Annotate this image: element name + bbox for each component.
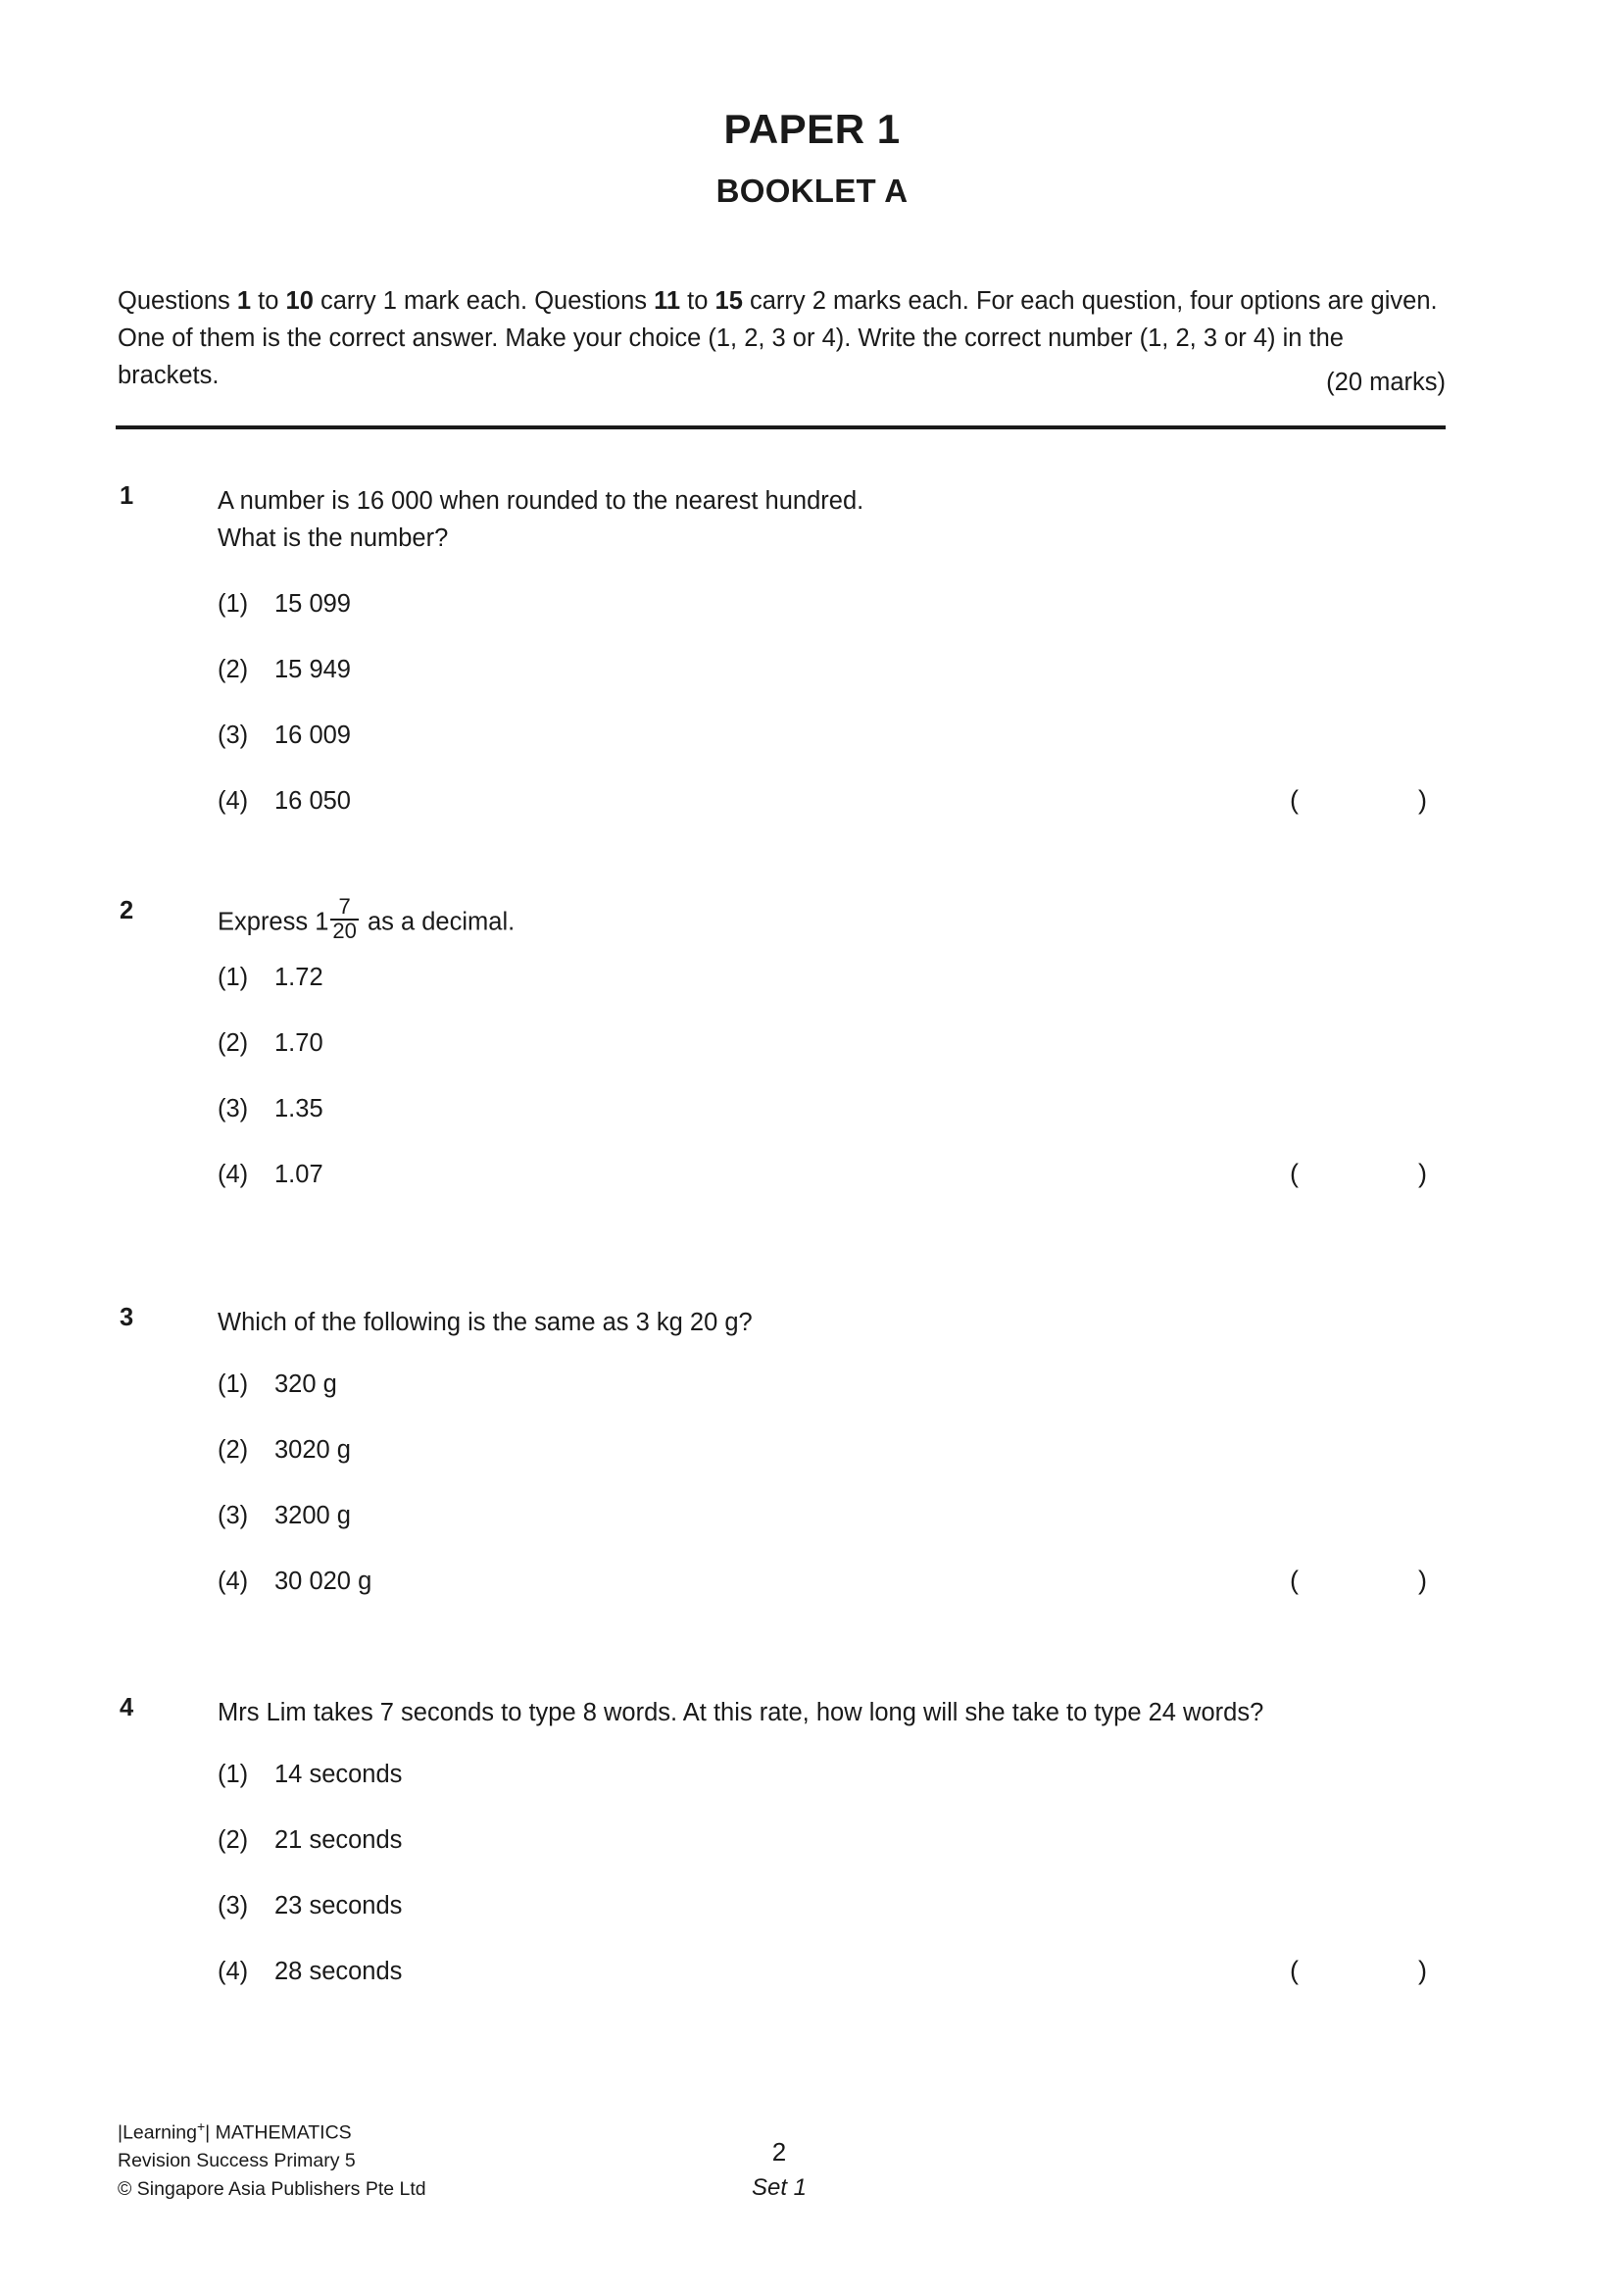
question-1-option-4-label: (4) bbox=[218, 787, 249, 815]
question-3-option-2-value: 3020 g bbox=[274, 1436, 351, 1464]
question-2-text-after: as a decimal. bbox=[360, 908, 516, 936]
instructions-bold-4: 15 bbox=[714, 286, 743, 315]
question-2-option-1-value: 1.72 bbox=[274, 964, 323, 991]
instructions-text-5: carry 2 marks each. For each question, four options are given. One of them is the correct answer. Make your choice (1, 2, 3 or 4). Write the correct number (1, 2, 3 or 4) in the brackets. bbox=[118, 286, 1438, 389]
question-4-option-4-value: 28 seconds bbox=[274, 1958, 403, 1985]
question-4-option-2-value: 21 seconds bbox=[274, 1826, 403, 1854]
question-2-option-3[interactable] bbox=[218, 1095, 323, 1123]
question-3-option-2-label: (2) bbox=[218, 1436, 249, 1464]
header-divider bbox=[116, 425, 1446, 429]
page-number: 2 bbox=[771, 2137, 787, 2167]
question-3-option-4-label: (4) bbox=[218, 1568, 249, 1595]
instructions-text-2: to bbox=[251, 286, 286, 315]
question-3-option-1-label: (1) bbox=[218, 1370, 249, 1398]
question-4-option-1-label: (1) bbox=[218, 1761, 249, 1788]
question-2-option-4-label: (4) bbox=[218, 1161, 249, 1188]
question-1-option-1-label: (1) bbox=[218, 590, 249, 618]
question-3-option-2[interactable] bbox=[218, 1436, 351, 1465]
question-2-option-4-value: 1.07 bbox=[274, 1161, 323, 1188]
question-4-option-2-label: (2) bbox=[218, 1826, 249, 1854]
question-2-option-2-value: 1.70 bbox=[274, 1029, 323, 1057]
paper-title: PAPER 1 bbox=[723, 106, 901, 152]
question-1-number: 1 bbox=[120, 482, 134, 510]
footer-copyright: © Singapore Asia Publishers Pte Ltd bbox=[118, 2177, 426, 2200]
question-3-answer-bracket-open: ( bbox=[1290, 1566, 1299, 1595]
instructions-text-1: Questions bbox=[118, 286, 237, 315]
set-label: Set 1 bbox=[751, 2174, 808, 2201]
question-2-option-1-label: (1) bbox=[218, 964, 249, 991]
question-3-option-1-value: 320 g bbox=[274, 1370, 337, 1398]
question-1-option-1-value: 15 099 bbox=[274, 590, 351, 618]
question-2-answer-bracket-open: ( bbox=[1290, 1159, 1299, 1188]
question-1-option-1[interactable] bbox=[218, 590, 351, 619]
question-4-answer-bracket-open: ( bbox=[1290, 1956, 1299, 1985]
question-1-option-2-value: 15 949 bbox=[274, 656, 351, 683]
question-3-option-3[interactable] bbox=[218, 1502, 351, 1530]
question-2-text-before: Express 1 bbox=[218, 908, 329, 936]
question-2-option-3-label: (3) bbox=[218, 1095, 249, 1122]
question-3-number: 3 bbox=[120, 1304, 134, 1331]
question-3-answer-bracket-close: ) bbox=[1418, 1566, 1427, 1595]
question-4-text bbox=[218, 1694, 1482, 1731]
fraction-numerator: 7 bbox=[338, 894, 351, 919]
question-3-option-4[interactable] bbox=[218, 1568, 371, 1596]
question-2-text bbox=[218, 894, 1443, 944]
question-1-option-3-label: (3) bbox=[218, 722, 249, 749]
question-1-answer-bracket-open: ( bbox=[1290, 785, 1299, 815]
question-4-answer-bracket-close: ) bbox=[1418, 1956, 1427, 1985]
question-2-answer-bracket-close: ) bbox=[1418, 1159, 1427, 1188]
question-2-option-2-label: (2) bbox=[218, 1029, 249, 1057]
question-4-line-1: Mrs Lim takes 7 seconds to type 8 words. At this rate, how long will she take to type 24 words? bbox=[218, 1699, 1264, 1726]
mixed-fraction bbox=[330, 896, 358, 943]
question-3-option-3-value: 3200 g bbox=[274, 1502, 351, 1529]
footer-publisher-block bbox=[118, 2113, 426, 2203]
question-3-line-1: Which of the following is the same as 3 kg 20 g? bbox=[218, 1309, 753, 1336]
question-3-option-1[interactable] bbox=[218, 1370, 337, 1399]
footer-brand-superscript: + bbox=[196, 2118, 206, 2134]
footer-brand-suffix: | MATHEMATICS bbox=[205, 2121, 352, 2144]
question-2-option-3-value: 1.35 bbox=[274, 1095, 323, 1122]
instructions-text-3: carry 1 mark each. Questions bbox=[313, 286, 655, 315]
question-4-option-1-value: 14 seconds bbox=[274, 1761, 403, 1788]
footer-series: Revision Success Primary 5 bbox=[118, 2150, 356, 2171]
question-4-option-1[interactable] bbox=[218, 1761, 402, 1789]
question-2-option-4[interactable] bbox=[218, 1161, 323, 1189]
total-marks: (20 marks) bbox=[1326, 369, 1446, 396]
footer-brand-prefix: |Learning bbox=[118, 2121, 197, 2144]
question-1-answer-bracket-close: ) bbox=[1418, 785, 1427, 815]
question-1-option-3-value: 16 009 bbox=[274, 722, 351, 749]
question-4-option-3-label: (3) bbox=[218, 1892, 249, 1919]
question-1-option-3[interactable] bbox=[218, 722, 351, 750]
question-1-option-4-value: 16 050 bbox=[274, 787, 351, 815]
question-4-option-4[interactable] bbox=[218, 1958, 402, 1986]
question-1-option-2[interactable] bbox=[218, 656, 351, 684]
question-2-option-2[interactable] bbox=[218, 1029, 323, 1058]
question-2-number: 2 bbox=[120, 897, 134, 924]
question-1-line-1: A number is 16 000 when rounded to the nearest hundred. bbox=[218, 487, 864, 515]
question-1-text bbox=[218, 482, 1443, 557]
question-2-option-1[interactable] bbox=[218, 964, 323, 992]
question-3-option-3-label: (3) bbox=[218, 1502, 249, 1529]
instructions-bold-2: 10 bbox=[285, 286, 314, 315]
instructions-bold-3: 11 bbox=[654, 286, 681, 315]
question-3-text bbox=[218, 1304, 1443, 1341]
question-3-option-4-value: 30 020 g bbox=[274, 1568, 372, 1595]
question-4-option-4-label: (4) bbox=[218, 1958, 249, 1985]
question-1-line-2: What is the number? bbox=[218, 524, 449, 552]
instructions-text-4: to bbox=[680, 286, 715, 315]
booklet-title: BOOKLET A bbox=[715, 173, 909, 209]
question-4-option-2[interactable] bbox=[218, 1826, 402, 1855]
question-1-option-2-label: (2) bbox=[218, 656, 249, 683]
instructions-bold-1: 1 bbox=[236, 286, 252, 315]
footer-brand bbox=[118, 2113, 426, 2147]
question-1-option-4[interactable] bbox=[218, 787, 351, 816]
fraction-denominator: 20 bbox=[332, 918, 357, 943]
question-4-option-3-value: 23 seconds bbox=[274, 1892, 403, 1919]
question-4-number: 4 bbox=[120, 1694, 134, 1721]
question-4-option-3[interactable] bbox=[218, 1892, 402, 1920]
